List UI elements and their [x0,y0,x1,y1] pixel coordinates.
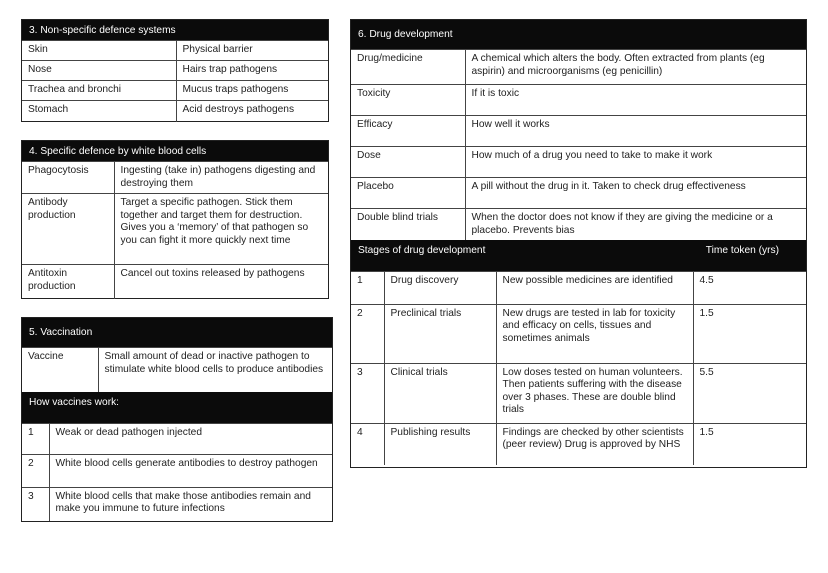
section-5-header [22,318,332,347]
stage-time: 1.5 [693,304,806,363]
table-row [351,116,806,147]
table-row [351,147,806,178]
section-3-header [22,20,328,40]
step-text: White blood cells generate antibodies to destroy pathogen [49,454,332,487]
step-text: White blood cells that make those antibodies remain and make you immune to future infections [49,487,332,521]
section-4-title: 4. Specific defence by white blood cells [29,145,207,157]
section-non-specific-defence [21,19,329,122]
definition-cell: Target a specific pathogen. Stick them together and target them for destruction. Gives you a ‘memory’ of that pathogen so you can fight it more quickly next time [114,194,328,265]
table-row [351,178,806,209]
definition-cell: Hairs trap pathogens [176,61,328,81]
section-specific-defence [21,140,329,299]
table-row [22,423,332,454]
table-row [22,41,328,61]
stage-name: Clinical trials [384,363,496,423]
term-cell: Dose [351,147,465,178]
section-vaccination [21,317,333,522]
table-row [351,304,806,363]
step-number: 3 [22,487,49,521]
section-3-table [22,40,328,122]
definition-cell: Physical barrier [176,41,328,61]
table-row [22,194,328,265]
term-cell: Antibody production [22,194,114,265]
definition-cell: Mucus traps pathogens [176,81,328,101]
stage-description: New possible medicines are identified [496,271,693,304]
step-text: Weak or dead pathogen injected [49,423,332,454]
definition-cell: Ingesting (take in) pathogens digesting and destroying them [114,162,328,194]
table-row [351,85,806,116]
how-vaccines-work-title: How vaccines work: [29,396,120,408]
how-vaccines-work-header [22,392,332,423]
table-row [22,101,328,122]
time-taken-title: Time token (yrs) [705,244,779,256]
vaccine-steps-table [22,423,332,522]
table-row [22,487,332,521]
term-cell: Antitoxin production [22,265,114,299]
section-5-title: 5. Vaccination [29,327,93,338]
table-row [351,423,806,465]
stage-description: Low doses tested on human volunteers. Then patients suffering with the disease over 3 phases. These are double blind trials [496,363,693,423]
table-row [22,265,328,299]
table-row [22,348,332,392]
definition-cell: A pill without the drug in it. Taken to check drug effectiveness [465,178,806,209]
term-cell: Trachea and bronchi [22,81,176,101]
stage-number: 4 [351,423,384,465]
term-cell: Phagocytosis [22,162,114,194]
term-cell: Toxicity [351,85,465,116]
term-cell: Double blind trials [351,209,465,240]
stage-number: 2 [351,304,384,363]
table-row [22,162,328,194]
table-row [22,454,332,487]
section-drug-development [350,19,807,468]
stage-description: Findings are checked by other scientists (peer review) Drug is approved by NHS [496,423,693,465]
section-6-header [351,20,806,49]
table-row [351,50,806,85]
stage-name: Publishing results [384,423,496,465]
drug-terms-table [351,49,806,240]
definition-cell: When the doctor does not know if they are giving the medicine or a placebo. Prevents bias [465,209,806,240]
stage-number: 1 [351,271,384,304]
stage-name: Drug discovery [384,271,496,304]
stage-time: 1.5 [693,423,806,465]
stage-name: Preclinical trials [384,304,496,363]
step-number: 2 [22,454,49,487]
term-cell: Drug/medicine [351,50,465,85]
term-cell: Placebo [351,178,465,209]
vaccine-definition-table [22,347,332,392]
table-row [351,209,806,240]
definition-cell: How well it works [465,116,806,147]
term-cell: Efficacy [351,116,465,147]
definition-cell: Cancel out toxins released by pathogens [114,265,328,299]
definition-cell: If it is toxic [465,85,806,116]
definition-cell: How much of a drug you need to take to make it work [465,147,806,178]
section-3-title: 3. Non-specific defence systems [29,24,176,36]
stage-time: 5.5 [693,363,806,423]
term-cell: Nose [22,61,176,81]
section-4-table [22,161,328,299]
section-6-title: 6. Drug development [358,29,453,40]
definition-cell: A chemical which alters the body. Often extracted from plants (eg aspirin) and microorganisms (eg penicillin) [465,50,806,85]
stage-number: 3 [351,363,384,423]
stages-table [351,271,806,466]
section-4-header [22,141,328,161]
term-cell: Skin [22,41,176,61]
table-row [351,271,806,304]
table-row [22,81,328,101]
term-cell: Stomach [22,101,176,122]
table-row [351,363,806,423]
definition-cell: Small amount of dead or inactive pathogen to stimulate white blood cells to produce antibodies [98,348,332,392]
definition-cell: Acid destroys pathogens [176,101,328,122]
stages-title: Stages of drug development [358,244,486,256]
step-number: 1 [22,423,49,454]
stage-time: 4.5 [693,271,806,304]
table-row [22,61,328,81]
stage-description: New drugs are tested in lab for toxicity and efficacy on cells, tissues and sometimes animals [496,304,693,363]
term-cell: Vaccine [22,348,98,392]
stages-header [351,240,806,271]
